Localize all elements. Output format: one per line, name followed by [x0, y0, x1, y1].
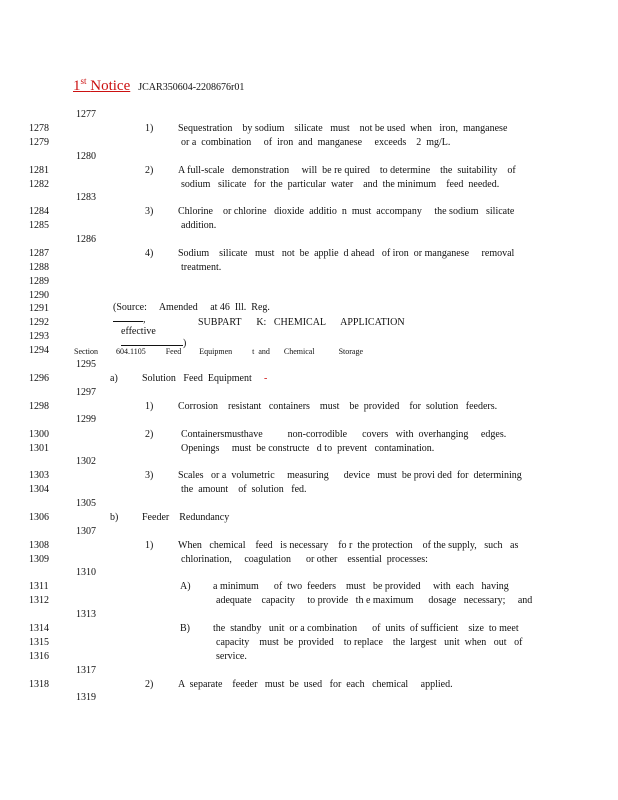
body-text: A full-scale demonstration will be re quired to determine the suitability of: [178, 165, 516, 176]
line-number: 1288: [29, 262, 49, 273]
line-number: 1307: [76, 526, 96, 537]
line-number: 1293: [29, 331, 49, 342]
line-number: 1280: [76, 151, 96, 162]
line-number: 1297: [76, 387, 96, 398]
body-text: or a combination of iron and manganese exceeds 2 mg/L.: [181, 137, 451, 148]
subsection-label: b): [110, 512, 119, 523]
line-number: 1279: [29, 137, 49, 148]
line-number: 1284: [29, 206, 49, 217]
line-number: 1319: [76, 692, 96, 703]
line-number: 1295: [76, 359, 96, 370]
line-number: 1282: [29, 179, 49, 190]
document-code: JCAR350604-2208676r01: [138, 82, 245, 93]
section-heading: Section 604.1105 Feed Equipmen t and Chemical Storage: [74, 347, 363, 356]
body-text: Sodium silicate must not be applie d ahead of iron or manganese removal: [178, 248, 515, 259]
line-number: 1309: [29, 554, 49, 565]
body-text: Scales or a volumetric measuring device must be provi ded for determining: [178, 470, 522, 481]
item-marker: 3): [145, 470, 154, 481]
line-number: 1308: [29, 540, 49, 551]
subsection-title: Feeder Redundancy: [142, 512, 230, 523]
edit-mark: -: [264, 373, 268, 384]
line-number: 1285: [29, 220, 49, 231]
line-number: 1304: [29, 484, 49, 495]
body-text: service.: [216, 651, 247, 662]
body-text: A separate feeder must be used for each chemical applied.: [178, 679, 453, 690]
line-number: 1314: [29, 623, 49, 634]
line-number: 1303: [29, 470, 49, 481]
reg-blank: [113, 321, 143, 322]
item-marker: 2): [145, 679, 154, 690]
line-number: 1277: [76, 109, 96, 120]
source-note: (Source: Amended at 46 Ill. Reg. , effective ): [113, 302, 270, 349]
line-number: 1283: [76, 192, 96, 203]
line-number: 1301: [29, 443, 49, 454]
effective-blank: [121, 345, 183, 346]
line-number: 1298: [29, 401, 49, 412]
line-number: 1317: [76, 665, 96, 676]
item-marker: 1): [145, 540, 154, 551]
line-number: 1296: [29, 373, 49, 384]
line-number: 1278: [29, 123, 49, 134]
item-marker: 2): [145, 429, 154, 440]
line-number: 1287: [29, 248, 49, 259]
body-text: the amount of solution fed.: [181, 484, 307, 495]
item-marker: 1): [145, 123, 154, 134]
item-marker: 1): [145, 401, 154, 412]
line-number: 1305: [76, 498, 96, 509]
line-number: 1290: [29, 290, 49, 301]
body-text: Sequestration by sodium silicate must not be used when iron, manganese: [178, 123, 508, 134]
body-text: chlorination, coagulation or other essential processes:: [181, 554, 428, 565]
line-number: 1291: [29, 303, 49, 314]
line-number: 1302: [76, 456, 96, 467]
line-number: 1289: [29, 276, 49, 287]
line-number: 1311: [29, 581, 49, 592]
notice-label: 1st Notice: [73, 76, 131, 94]
body-text: adequate capacity to provide th e maximum dosage necessary; and: [216, 595, 533, 606]
subpart-heading: SUBPART K: CHEMICAL APPLICATION: [198, 317, 405, 328]
body-text: Corrosion resistant containers must be provided for solution feeders.: [178, 401, 498, 412]
line-number: 1316: [29, 651, 49, 662]
line-number: 1294: [29, 345, 49, 356]
subsection-title: Solution Feed Equipment: [142, 373, 252, 384]
body-text: Containersmusthave non-corrodible covers with overhanging edges.: [181, 429, 507, 440]
item-marker: A): [180, 581, 191, 592]
body-text: Chlorine or chlorine dioxide additio n must accompany the sodium silicate: [178, 206, 515, 217]
body-text: addition.: [181, 220, 217, 231]
line-number: 1281: [29, 165, 49, 176]
body-text: capacity must be provided to replace the largest unit when out of: [216, 637, 523, 648]
line-number: 1310: [76, 567, 96, 578]
line-number: 1286: [76, 234, 96, 245]
item-marker: 2): [145, 165, 154, 176]
line-number: 1292: [29, 317, 49, 328]
body-text: When chemical feed is necessary fo r the protection of the supply, such as: [178, 540, 519, 551]
body-text: the standby unit or a combination of units of sufficient size to meet: [213, 623, 519, 634]
line-number: 1313: [76, 609, 96, 620]
item-marker: 3): [145, 206, 154, 217]
subsection-label: a): [110, 373, 118, 384]
notice-header: [73, 76, 244, 95]
body-text: Openings must be constructe d to prevent contamination.: [181, 443, 435, 454]
body-text: treatment.: [181, 262, 222, 273]
line-number: 1299: [76, 414, 96, 425]
line-number: 1312: [29, 595, 49, 606]
body-text: sodium silicate for the particular water and the minimum feed needed.: [181, 179, 500, 190]
line-number: 1318: [29, 679, 49, 690]
item-marker: B): [180, 623, 190, 634]
line-number: 1300: [29, 429, 49, 440]
line-number: 1315: [29, 637, 49, 648]
body-text: a minimum of two feeders must be provided with each having: [213, 581, 509, 592]
item-marker: 4): [145, 248, 154, 259]
line-number: 1306: [29, 512, 49, 523]
